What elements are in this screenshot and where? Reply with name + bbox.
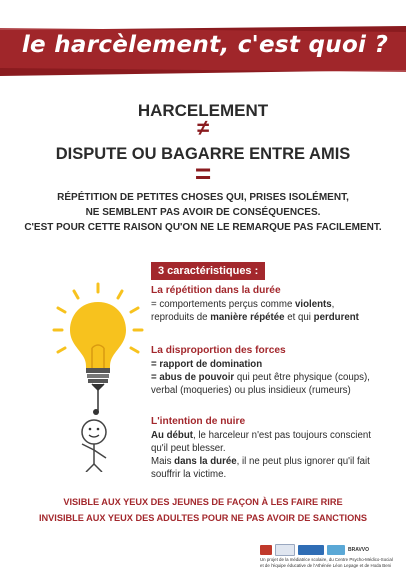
characteristic-intention: [151, 415, 401, 481]
harcelement-word: HARCELEMENT: [137, 101, 269, 120]
characteristics-label: 3 caractéristiques :: [151, 262, 265, 280]
footer-text: Un projet de la médiatrice scolaire, du Centre Psycho-Médico-Social: [260, 557, 393, 562]
athenee-logo-icon: [275, 544, 295, 556]
visible-statement: VISIBLE AUX YEUX DES JEUNES DE FAÇON À LES FAIRE RIRE: [63, 497, 343, 507]
characteristic-repetition: [151, 284, 401, 324]
dispute-word: DISPUTE OU BAGARRE ENTRE AMIS: [55, 145, 351, 163]
invisible-statement: INVISIBLE AUX YEUX DES ADULTES POUR NE PAS AVOIR DE SANCTIONS: [38, 513, 368, 523]
cpms-logo-icon: [298, 545, 324, 555]
lightbulb-person-icon: [52, 282, 144, 472]
footer: [260, 544, 400, 566]
equal-sign: =: [194, 158, 212, 189]
definition-line: RÉPÉTITION DE PETITES CHOSES QUI, PRISES ISOLÉMENT,: [57, 192, 349, 203]
page-title: le harcèlement, c'est quoi ?: [21, 32, 389, 58]
header-banner: [0, 26, 406, 76]
definition-text: [0, 190, 406, 235]
characteristic-line: = rapport de domination: [151, 359, 263, 370]
partner-logos: [260, 544, 400, 556]
characteristic-line: verbal (moqueries) ou plus insidieux (rumeurs): [151, 385, 351, 396]
characteristic-title: La répétition dans la durée: [151, 285, 281, 296]
definition-line: C'EST POUR CETTE RAISON QU'ON NE LE REMARQUE PAS FACILEMENT.: [24, 222, 382, 233]
characteristic-line: Mais dans la durée, il ne peut plus ignorer qu'il fait: [151, 456, 370, 467]
centre-logo-icon: [327, 545, 345, 555]
characteristic-line: = abus de pouvoir qui peut être physique (coups),: [151, 372, 370, 383]
bravvo-logo: BRAVVO: [348, 547, 370, 553]
characteristic-line: souffrir la victime.: [151, 469, 227, 480]
characteristic-title: L'intention de nuire: [151, 416, 246, 427]
school-logo-icon: [260, 545, 272, 555]
characteristic-title: La disproportion des forces: [151, 345, 286, 356]
characteristic-disproportion: [151, 344, 401, 397]
footer-text: et de l'équipe éducative de l'Athénée Léon Lepage et de Hoda Beni: [260, 563, 392, 568]
definition-line: NE SEMBLENT PAS AVOIR DE CONSÉQUENCES.: [85, 207, 321, 218]
characteristic-line: = comportements perçus comme violents,: [151, 299, 335, 310]
characteristic-line: reproduits de manière répétée et qui perdurent: [151, 312, 359, 323]
not-equal-sign: ≠: [196, 115, 210, 140]
characteristic-line: qu'il peut blesser.: [151, 443, 226, 454]
characteristic-line: Au début, le harceleur n'est pas toujours conscient: [151, 430, 371, 441]
